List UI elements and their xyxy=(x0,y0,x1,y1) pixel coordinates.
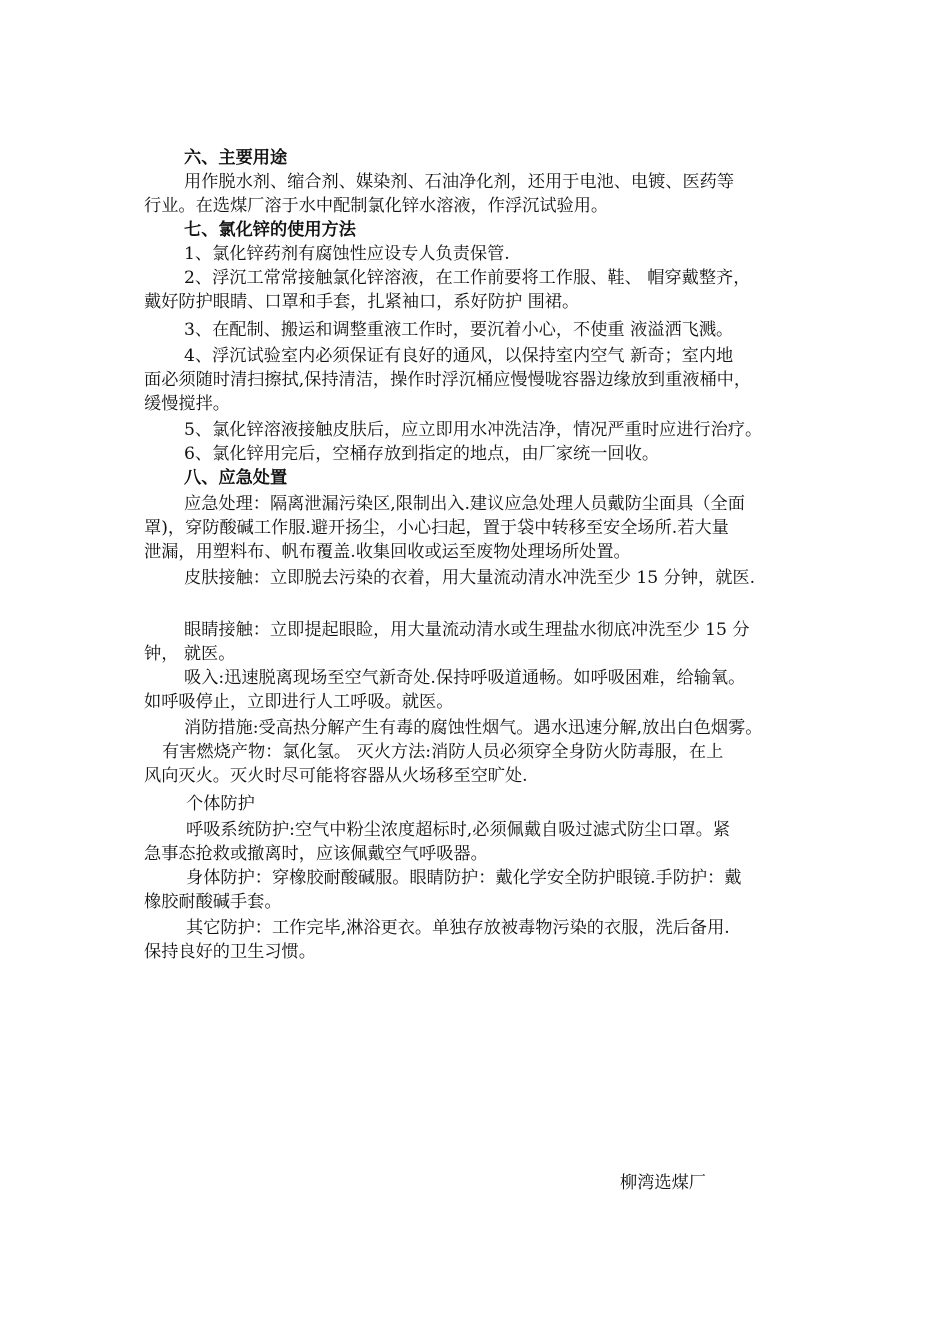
paragraph-line: 戴好防护眼睛、口罩和手套，扎紧袖口，系好防护 围裙。 xyxy=(144,292,580,312)
paragraph-line: 皮肤接触：立即脱去污染的衣着，用大量流动清水冲洗至少 15 分钟，就医. xyxy=(184,568,756,588)
paragraph-line: 泄漏，用塑料布、帆布覆盖.收集回收或运至废物处理场所处置。 xyxy=(144,542,631,562)
paragraph-line: 2、浮沉工常常接触氯化锌溶液，在工作前要将工作服、鞋、 帽穿戴整齐， xyxy=(184,268,751,288)
paragraph-line: 应急处理：隔离泄漏污染区,限制出入.建议应急处理人员戴防尘面具（全面 xyxy=(184,494,745,514)
paragraph-line: 罩)，穿防酸碱工作服.避开扬尘，小心扫起，置于袋中转移至安全场所.若大量 xyxy=(144,518,729,538)
paragraph-line: 橡胶耐酸碱手套。 xyxy=(144,892,282,912)
paragraph-line: 1、氯化锌药剂有腐蚀性应设专人负责保管. xyxy=(184,244,510,264)
paragraph-line: 3、在配制、搬运和调整重液工作时，要沉着小心，不使重 液溢洒飞溅。 xyxy=(184,320,734,340)
paragraph-line: 眼睛接触：立即提起眼睑，用大量流动清水或生理盐水彻底冲洗至少 15 分 xyxy=(184,620,750,640)
paragraph-line: 其它防护：工作完毕,淋浴更衣。单独存放被毒物污染的衣服，洗后备用. xyxy=(186,918,730,938)
paragraph-line: 如呼吸停止，立即进行人工呼吸。就医。 xyxy=(144,692,454,712)
paragraph-line: 缓慢搅拌。 xyxy=(144,394,230,414)
paragraph-line: 6、氯化锌用完后，空桶存放到指定的地点，由厂家统一回收。 xyxy=(184,444,660,464)
paragraph-line: 身体防护：穿橡胶耐酸碱服。眼睛防护：戴化学安全防护眼镜.手防护：戴 xyxy=(186,868,742,888)
paragraph-line: 有害燃烧产物：氯化氢。 灭火方法:消防人员必须穿全身防火防毒服，在上 xyxy=(162,742,724,762)
signature-org: 柳湾选煤厂 xyxy=(620,1173,706,1193)
heading-main-uses: 六、主要用途 xyxy=(184,148,288,168)
paragraph-line: 消防措施:受高热分解产生有毒的腐蚀性烟气。遇水迅速分解,放出白色烟雾。 xyxy=(184,718,763,738)
paragraph-line: 面必须随时清扫擦拭,保持清洁，操作时浮沉桶应慢慢咙容器边缘放到重液桶中， xyxy=(144,370,752,390)
heading-usage-method: 七、氯化锌的使用方法 xyxy=(184,220,356,240)
paragraph-line: 用作脱水剂、缩合剂、媒染剂、石油净化剂，还用于电池、电镀、医药等 xyxy=(184,172,735,192)
paragraph-line: 呼吸系统防护:空气中粉尘浓度超标时,必须佩戴自吸过滤式防尘口罩。紧 xyxy=(186,820,731,840)
subheading-personal-protection: 个体防护 xyxy=(186,794,255,814)
paragraph-line: 保持良好的卫生习惯。 xyxy=(144,942,316,962)
paragraph-line: 吸入:迅速脱离现场至空气新奇处.保持呼吸道通畅。如呼吸困难，给输氧。 xyxy=(184,668,746,688)
paragraph-line: 4、浮沉试验室内必须保证有良好的通风，以保持室内空气 新奇；室内地 xyxy=(184,346,734,366)
paragraph-line: 钟， 就医。 xyxy=(144,644,236,664)
paragraph-line: 5、氯化锌溶液接触皮肤后，应立即用水冲洗洁净，情况严重时应进行治疗。 xyxy=(184,420,763,440)
paragraph-line: 急事态抢救或撤离时，应该佩戴空气呼吸器。 xyxy=(144,844,488,864)
heading-emergency: 八、应急处置 xyxy=(184,468,288,488)
paragraph-line: 行业。在选煤厂溶于水中配制氯化锌水溶液，作浮沉试验用。 xyxy=(144,196,609,216)
paragraph-line: 风向灭火。灭火时尽可能将容器从火场移至空旷处. xyxy=(144,766,528,786)
